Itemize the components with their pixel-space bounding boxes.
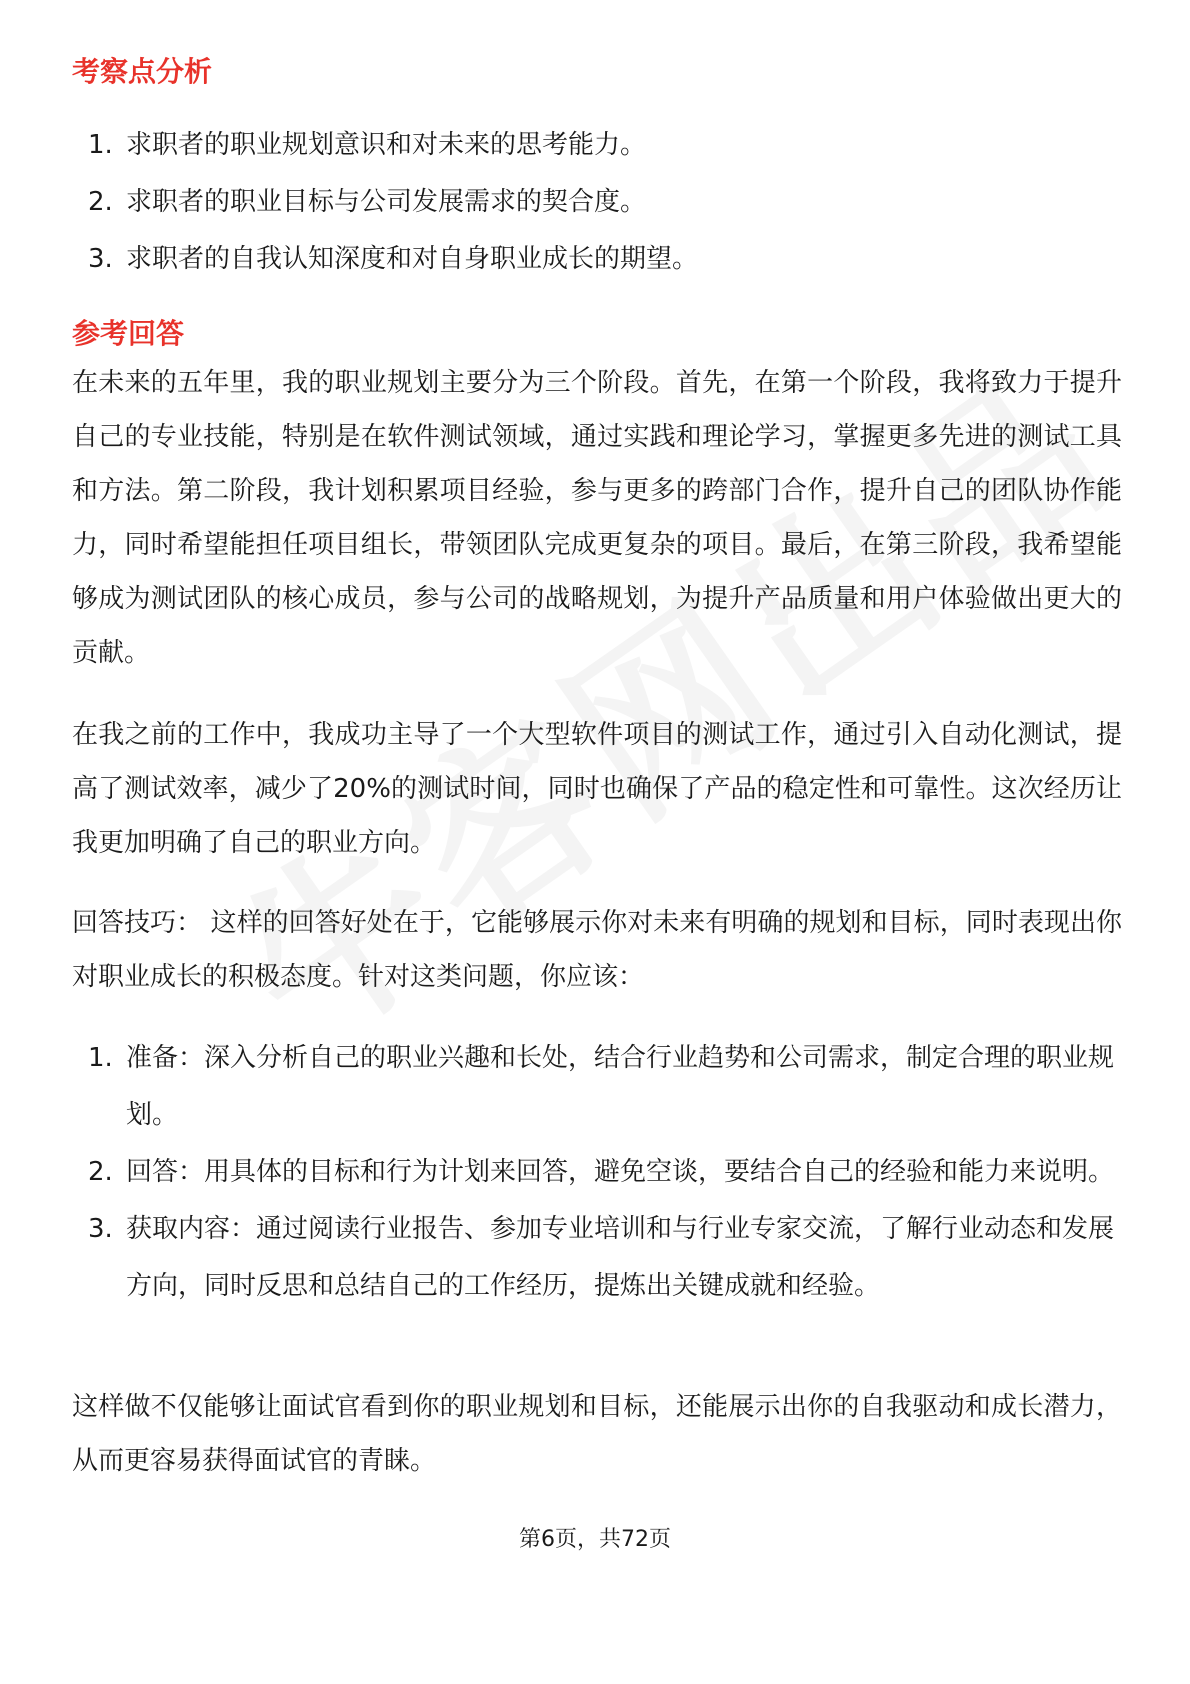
- answer-conclusion: 这样做不仅能够让面试官看到你的职业规划和目标，还能展示出你的自我驱动和成长潜力，从而更容易获得面试官的青睐。: [72, 1392, 1122, 1476]
- answer-paragraph-plan: 在未来的五年里，我的职业规划主要分为三个阶段。首先，在第一个阶段，我将致力于提升自己的专业技能，特别是在软件测试领域，通过实践和理论学习，掌握更多先进的测试工具和方法。第二阶段，我计划积累项目经验，参与更多的跨部门合作，提升自己的团队协作能力，同时希望能担任项目组长，带领团队完成更复杂的项目。最后，在第三阶段，我希望能够成为测试团队的核心成员，参与公司的战略规划，为提升产品质量和用户体验做出更大的贡献。: [72, 368, 1122, 668]
- answer-tips-intro: 回答技巧： 这样的回答好处在于，它能够展示你对未来有明确的规划和目标，同时表现出你对职业成长的积极态度。针对这类问题，你应该：: [72, 908, 1122, 992]
- list-item-text: 求职者的职业目标与公司发展需求的契合度。: [126, 187, 647, 217]
- list-item: [72, 231, 1122, 288]
- tips-list: [72, 1030, 1122, 1315]
- list-item: [72, 174, 1122, 231]
- list-number: 2.: [88, 1157, 113, 1187]
- section-title-answer: 参考回答: [72, 317, 185, 350]
- analysis-list: [72, 117, 1122, 288]
- list-item-text: 准备：深入分析自己的职业兴趣和长处，结合行业趋势和公司需求，制定合理的职业规划。: [126, 1043, 1115, 1130]
- list-number: 3.: [88, 244, 113, 274]
- list-item: [72, 1201, 1122, 1315]
- list-item-text: 回答：用具体的目标和行为计划来回答，避免空谈，要结合自己的经验和能力来说明。: [126, 1157, 1115, 1187]
- page-number: 第6页，共72页: [519, 1527, 671, 1552]
- list-number: 1.: [88, 130, 113, 160]
- list-item-text: 求职者的职业规划意识和对未来的思考能力。: [126, 130, 647, 160]
- list-number: 2.: [88, 187, 113, 217]
- list-number: 3.: [88, 1214, 113, 1244]
- list-item: [72, 1144, 1122, 1201]
- section-title-analysis: 考察点分析: [72, 55, 213, 88]
- list-number: 1.: [88, 1043, 113, 1073]
- list-item: [72, 1030, 1122, 1144]
- list-item: [72, 117, 1122, 174]
- answer-paragraph-experience: 在我之前的工作中，我成功主导了一个大型软件项目的测试工作，通过引入自动化测试，提高了测试效率，减少了20%的测试时间，同时也确保了产品的稳定性和可靠性。这次经历让我更加明确了自己的职业方向。: [72, 720, 1122, 858]
- list-item-text: 求职者的自我认知深度和对自身职业成长的期望。: [126, 244, 699, 274]
- list-item-text: 获取内容：通过阅读行业报告、参加专业培训和与行业专家交流，了解行业动态和发展方向，同时反思和总结自己的工作经历，提炼出关键成就和经验。: [126, 1214, 1115, 1301]
